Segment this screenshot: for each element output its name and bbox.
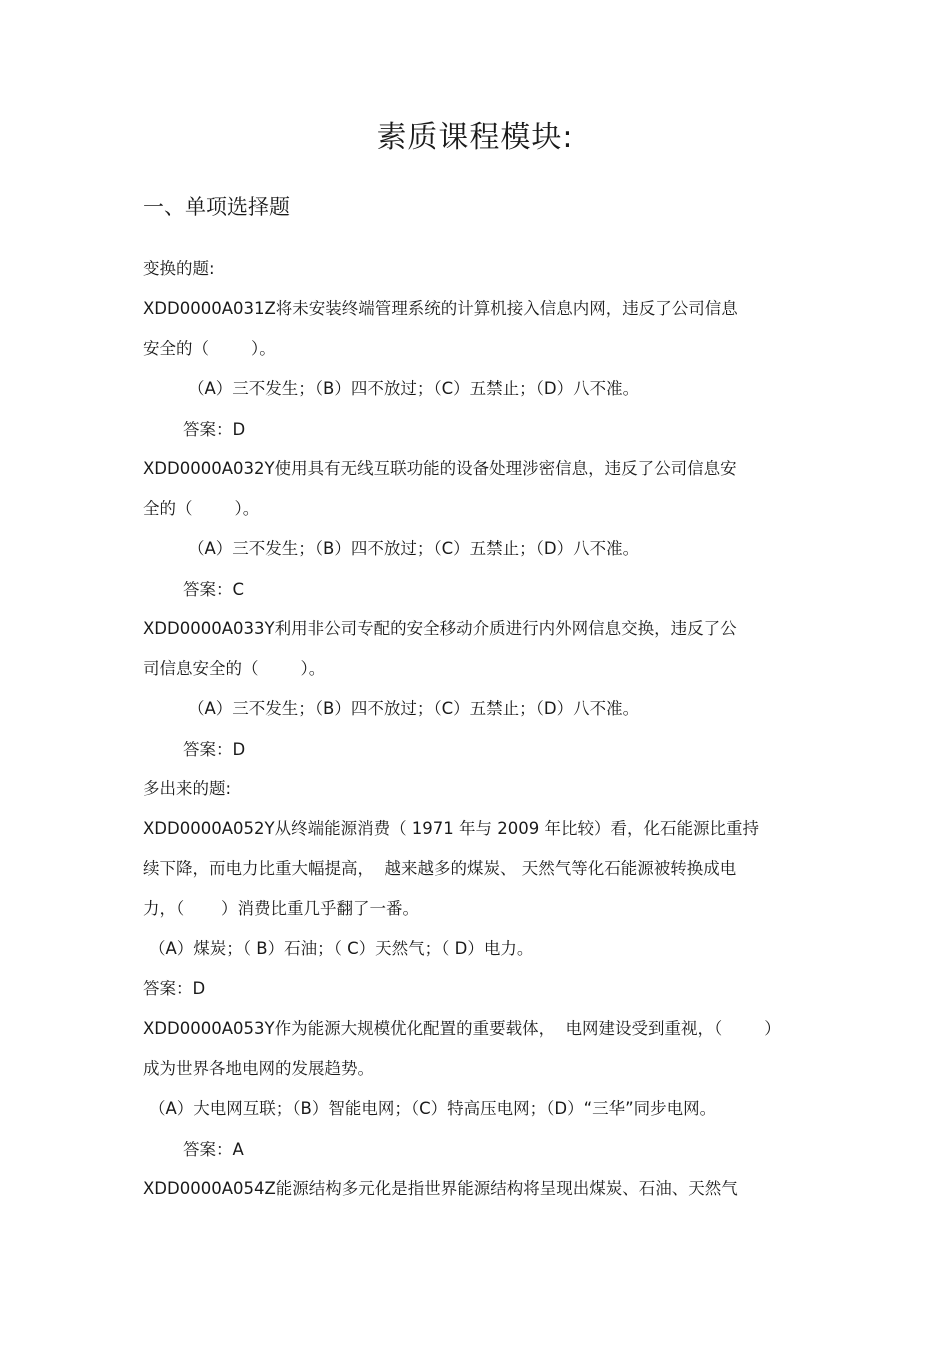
question-text: 成为世界各地电网的发展趋势。 [143, 1059, 374, 1078]
category-label: 多出来的题: [143, 779, 232, 798]
answer-options: （A）三不发生；（B）四不放过；（C）五禁止；（D）八不准。 [188, 539, 640, 558]
question-text: 安全的（ ）。 [143, 339, 276, 358]
answer-key: 答案：D [143, 979, 206, 998]
answer-key: 答案：A [183, 1140, 244, 1159]
question-text: XDD0000A031Z将未安装终端管理系统的计算机接入信息内网，违反了公司信息 [143, 299, 738, 318]
category-label: 变换的题: [143, 259, 215, 278]
question-text: XDD0000A053Y作为能源大规模优化配置的重要载体， 电网建设受到重视，（ ） [143, 1019, 781, 1038]
answer-key: 答案：D [183, 740, 246, 759]
answer-key: 答案：C [183, 580, 245, 599]
section-heading: 一、单项选择题 [143, 195, 290, 219]
question-text: XDD0000A032Y使用具有无线互联功能的设备处理涉密信息，违反了公司信息安 [143, 459, 737, 478]
answer-options: （A）三不发生；（B）四不放过；（C）五禁止；（D）八不准。 [188, 379, 640, 398]
answer-options: （A）大电网互联；（B）智能电网；（C）特高压电网；（D）“三华”同步电网。 [149, 1099, 717, 1118]
question-text: XDD0000A054Z能源结构多元化是指世界能源结构将呈现出煤炭、石油、天然气 [143, 1179, 738, 1198]
answer-options: （A）三不发生；（B）四不放过；（C）五禁止；（D）八不准。 [188, 699, 640, 718]
page-title: 素质课程模块: [376, 120, 574, 155]
question-text: XDD0000A033Y利用非公司专配的安全移动介质进行内外网信息交换，违反了公 [143, 619, 737, 638]
question-text: 全的（ ）。 [143, 499, 260, 518]
question-text: 续下降，而电力比重大幅提高， 越来越多的煤炭、 天然气等化石能源被转换成电 [143, 859, 737, 878]
question-text: 力，（ ）消费比重几乎翻了一番。 [143, 899, 419, 918]
answer-key: 答案：D [183, 420, 246, 439]
question-text: 司信息安全的（ ）。 [143, 659, 326, 678]
question-text: XDD0000A052Y从终端能源消费（ 1971 年与 2009 年比较）看，化石能源比重持 [143, 819, 760, 838]
answer-options: （A）煤炭；（ B）石油；（ C）天然气；（ D）电力。 [149, 939, 534, 958]
